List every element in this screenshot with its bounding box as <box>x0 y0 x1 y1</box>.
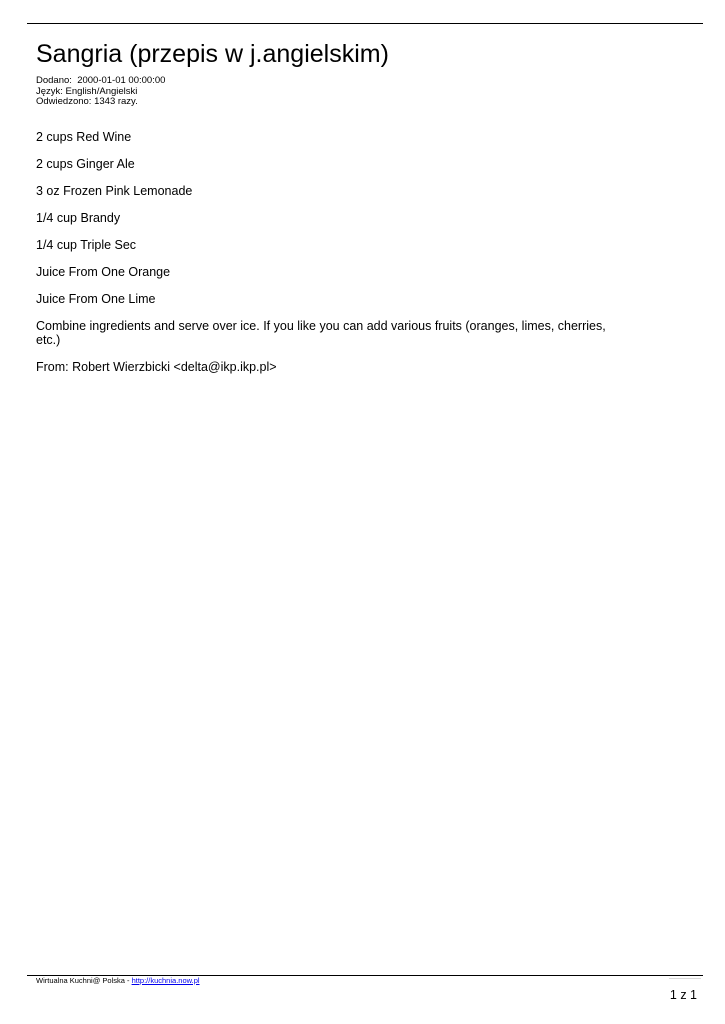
ingredient-line: 3 oz Frozen Pink Lemonade <box>36 184 193 198</box>
ingredient-line: 1/4 cup Brandy <box>36 211 121 225</box>
footer-site-link[interactable]: http://kuchnia.now.pl <box>131 976 200 985</box>
ingredient-line: 2 cups Red Wine <box>36 130 132 144</box>
ingredient-line: Juice From One Orange <box>36 265 171 279</box>
meta-visited: Odwiedzono: 1343 razy. <box>36 96 138 107</box>
top-divider <box>27 23 703 24</box>
instructions-text: Combine ingredients and serve over ice. If you like you can add various fruits (oranges, limes, cherries, etc.) <box>36 319 606 347</box>
footer-site-name: Wirtualna Kuchni@ Polska - <box>36 976 132 985</box>
author-line: From: Robert Wierzbicki <delta@ikp.ikp.pl> <box>36 360 277 374</box>
footer-source <box>36 976 200 985</box>
meta-language: Język: English/Angielski <box>36 85 138 97</box>
page-title: Sangria (przepis w j.angielskim) <box>36 40 389 68</box>
meta-added: Dodano: 2000-01-01 00:00:00 <box>36 75 166 86</box>
recipe-meta <box>36 76 165 108</box>
recipe-content <box>36 130 606 387</box>
ingredient-line: 1/4 cup Triple Sec <box>36 238 137 252</box>
ingredient-line: 2 cups Ginger Ale <box>36 157 135 171</box>
footer-print-mark <box>669 978 701 979</box>
ingredient-line: Juice From One Lime <box>36 292 156 306</box>
page-number: 1 z 1 <box>669 988 697 1002</box>
